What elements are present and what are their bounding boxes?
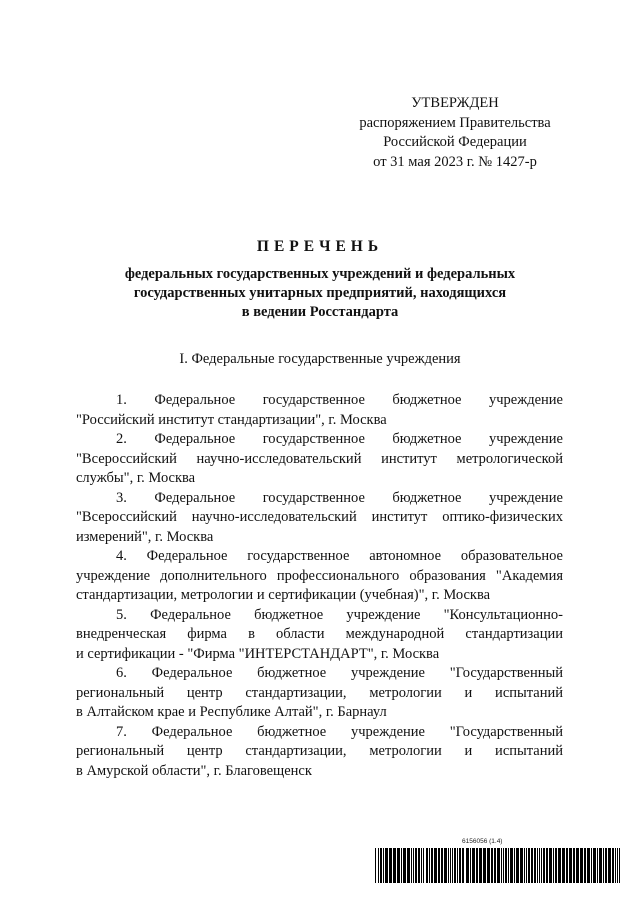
barcode-bar xyxy=(503,848,504,883)
barcode-bar xyxy=(401,848,402,883)
barcode-bar xyxy=(537,848,538,883)
list-item xyxy=(76,489,563,548)
barcode-bar xyxy=(576,848,579,883)
barcode-bar xyxy=(569,848,572,883)
approval-date: от 31 мая 2023 г. № 1427-р xyxy=(373,153,537,170)
list-item-line: 6. Федеральное бюджетное учреждение "Государственный xyxy=(116,665,563,681)
barcode-bar xyxy=(508,848,509,883)
approval-block xyxy=(340,94,570,172)
list-item xyxy=(76,723,563,782)
barcode-bar xyxy=(539,848,540,883)
barcode-bar xyxy=(483,848,486,883)
barcode-bar xyxy=(619,848,620,883)
list-item-line: 4. Федеральное государственное автономное образовательное xyxy=(116,548,563,564)
barcode-bar xyxy=(501,848,502,883)
list-item-line: 2. Федеральное государственное бюджетное учреждение xyxy=(116,431,563,447)
list-item-line: 7. Федеральное бюджетное учреждение "Государственный xyxy=(116,723,563,740)
approval-heading: УТВЕРЖДЕН xyxy=(411,95,499,111)
barcode-bar xyxy=(584,848,586,883)
barcode-bar xyxy=(423,848,424,883)
barcode-image xyxy=(375,848,621,883)
barcode-bar xyxy=(514,848,515,883)
barcode-bar xyxy=(608,848,611,883)
list-item-line: в Амурской области", г. Благовещенск xyxy=(76,762,312,779)
barcode-bar xyxy=(434,848,437,883)
barcode-bar xyxy=(541,848,542,883)
barcode-bar xyxy=(450,848,451,883)
section-heading: I. Федеральные государственные учреждения xyxy=(179,351,461,367)
barcode-bar xyxy=(462,848,464,883)
barcode-bar xyxy=(543,848,545,883)
list-item xyxy=(76,391,563,430)
barcode-bar xyxy=(491,848,493,883)
list-item-line: стандартизации, метрологии и сертификации (учебная)", г. Москва xyxy=(76,587,491,603)
barcode-bar xyxy=(553,848,554,883)
barcode-bar xyxy=(558,848,561,883)
list-item-line: 5. Федеральное бюджетное учреждение "Консультационно- xyxy=(116,606,563,623)
barcode-bar xyxy=(454,848,456,883)
barcode-bar xyxy=(587,848,590,883)
approval-line: Российской Федерации xyxy=(383,134,527,150)
institution-list xyxy=(76,391,563,781)
subtitle-line: государственных унитарных предприятий, находящихся xyxy=(133,285,507,301)
barcode-bar xyxy=(528,848,530,883)
barcode-bar xyxy=(520,848,523,883)
barcode-bar xyxy=(555,848,557,883)
barcode-bar xyxy=(591,848,592,883)
list-item xyxy=(76,547,563,606)
list-item-line: "Всероссийский научно-исследовательский институт метрологической xyxy=(76,450,563,467)
barcode-bar xyxy=(562,848,565,883)
barcode-bar xyxy=(389,848,392,883)
approval-line: распоряжением Правительства xyxy=(359,114,551,131)
barcode-bar xyxy=(617,848,618,883)
list-item-line: "Российский институт стандартизации", г. Москва xyxy=(76,411,387,428)
barcode-bar xyxy=(431,848,433,883)
barcode-bar xyxy=(580,848,583,883)
barcode-bar xyxy=(476,848,478,883)
barcode-bar xyxy=(411,848,412,883)
barcode-number: 6156056 (1.4) xyxy=(462,838,503,845)
barcode-bar xyxy=(549,848,552,883)
barcode-bar xyxy=(457,848,458,883)
barcode-bar xyxy=(597,848,598,883)
barcode-bar xyxy=(397,848,400,883)
barcode-bar xyxy=(534,848,536,883)
list-item-line: в Алтайском крае и Республике Алтай", г. Барнаул xyxy=(76,704,387,720)
document-title: ПЕРЕЧЕНЬ xyxy=(256,238,384,255)
list-item-line: учреждение дополнительного профессионального образования "Академия xyxy=(76,567,563,584)
barcode-bar xyxy=(494,848,496,883)
list-item-line: измерений", г. Москва xyxy=(76,528,214,545)
barcode-bar xyxy=(444,848,447,883)
barcode-bar xyxy=(426,848,428,883)
barcode-bar xyxy=(380,848,382,883)
barcode-bar xyxy=(487,848,490,883)
barcode-bar xyxy=(599,848,602,883)
barcode-bar xyxy=(452,848,453,883)
list-item-line: 3. Федеральное государственное бюджетное учреждение xyxy=(116,489,563,506)
barcode-bar xyxy=(516,848,519,883)
barcode-bar xyxy=(378,848,379,883)
list-item-line: службы", г. Москва xyxy=(76,470,196,486)
list-item xyxy=(76,664,563,723)
barcode-bar xyxy=(566,848,568,883)
barcode-bar xyxy=(393,848,396,883)
barcode-bar xyxy=(510,848,513,883)
barcode-bar xyxy=(466,848,469,883)
barcode-bar xyxy=(505,848,507,883)
barcode-bar xyxy=(605,848,607,883)
barcode-bar xyxy=(531,848,533,883)
list-item xyxy=(76,430,563,489)
barcode-bar xyxy=(615,848,616,883)
barcode-bar xyxy=(438,848,440,883)
barcode-bar xyxy=(526,848,527,883)
barcode-bar xyxy=(375,848,376,883)
barcode-bar xyxy=(448,848,449,883)
barcode-bar xyxy=(415,848,417,883)
barcode-bar xyxy=(612,848,614,883)
barcode-bar xyxy=(573,848,575,883)
barcode-bar xyxy=(593,848,596,883)
barcode-bar xyxy=(385,848,388,883)
subtitle-line: федеральных государственных учреждений и федеральных xyxy=(124,266,516,282)
barcode-bar xyxy=(470,848,471,883)
barcode-bar xyxy=(546,848,548,883)
barcode-bar xyxy=(421,848,422,883)
barcode-bar xyxy=(497,848,500,883)
barcode-bar xyxy=(472,848,475,883)
list-item-line: 1. Федеральное государственное бюджетное учреждение xyxy=(116,392,563,408)
list-item xyxy=(76,606,563,665)
barcode-bar xyxy=(413,848,414,883)
barcode-bar xyxy=(603,848,604,883)
subtitle-line: в ведении Росстандарта xyxy=(241,304,399,320)
list-item-line: региональный центр стандартизации, метрологии и испытаний xyxy=(76,743,563,759)
barcode-bar xyxy=(407,848,410,883)
barcode-bar xyxy=(429,848,430,883)
barcode-bar xyxy=(403,848,406,883)
list-item-line: региональный центр стандартизации, метрологии и испытаний xyxy=(76,684,563,701)
list-item-line: "Всероссийский научно-исследовательский институт оптико-физических xyxy=(76,509,563,525)
barcode-bar xyxy=(459,848,461,883)
barcode-bar xyxy=(418,848,420,883)
barcode-bar xyxy=(479,848,482,883)
barcode-bar xyxy=(383,848,384,883)
list-item-line: и сертификации - "Фирма "ИНТЕРСТАНДАРТ", г. Москва xyxy=(76,645,440,662)
barcode-bar xyxy=(524,848,525,883)
barcode-bar xyxy=(441,848,443,883)
document-subtitle xyxy=(100,265,540,322)
list-item-line: внедренческая фирма в области международной стандартизации xyxy=(76,626,563,642)
